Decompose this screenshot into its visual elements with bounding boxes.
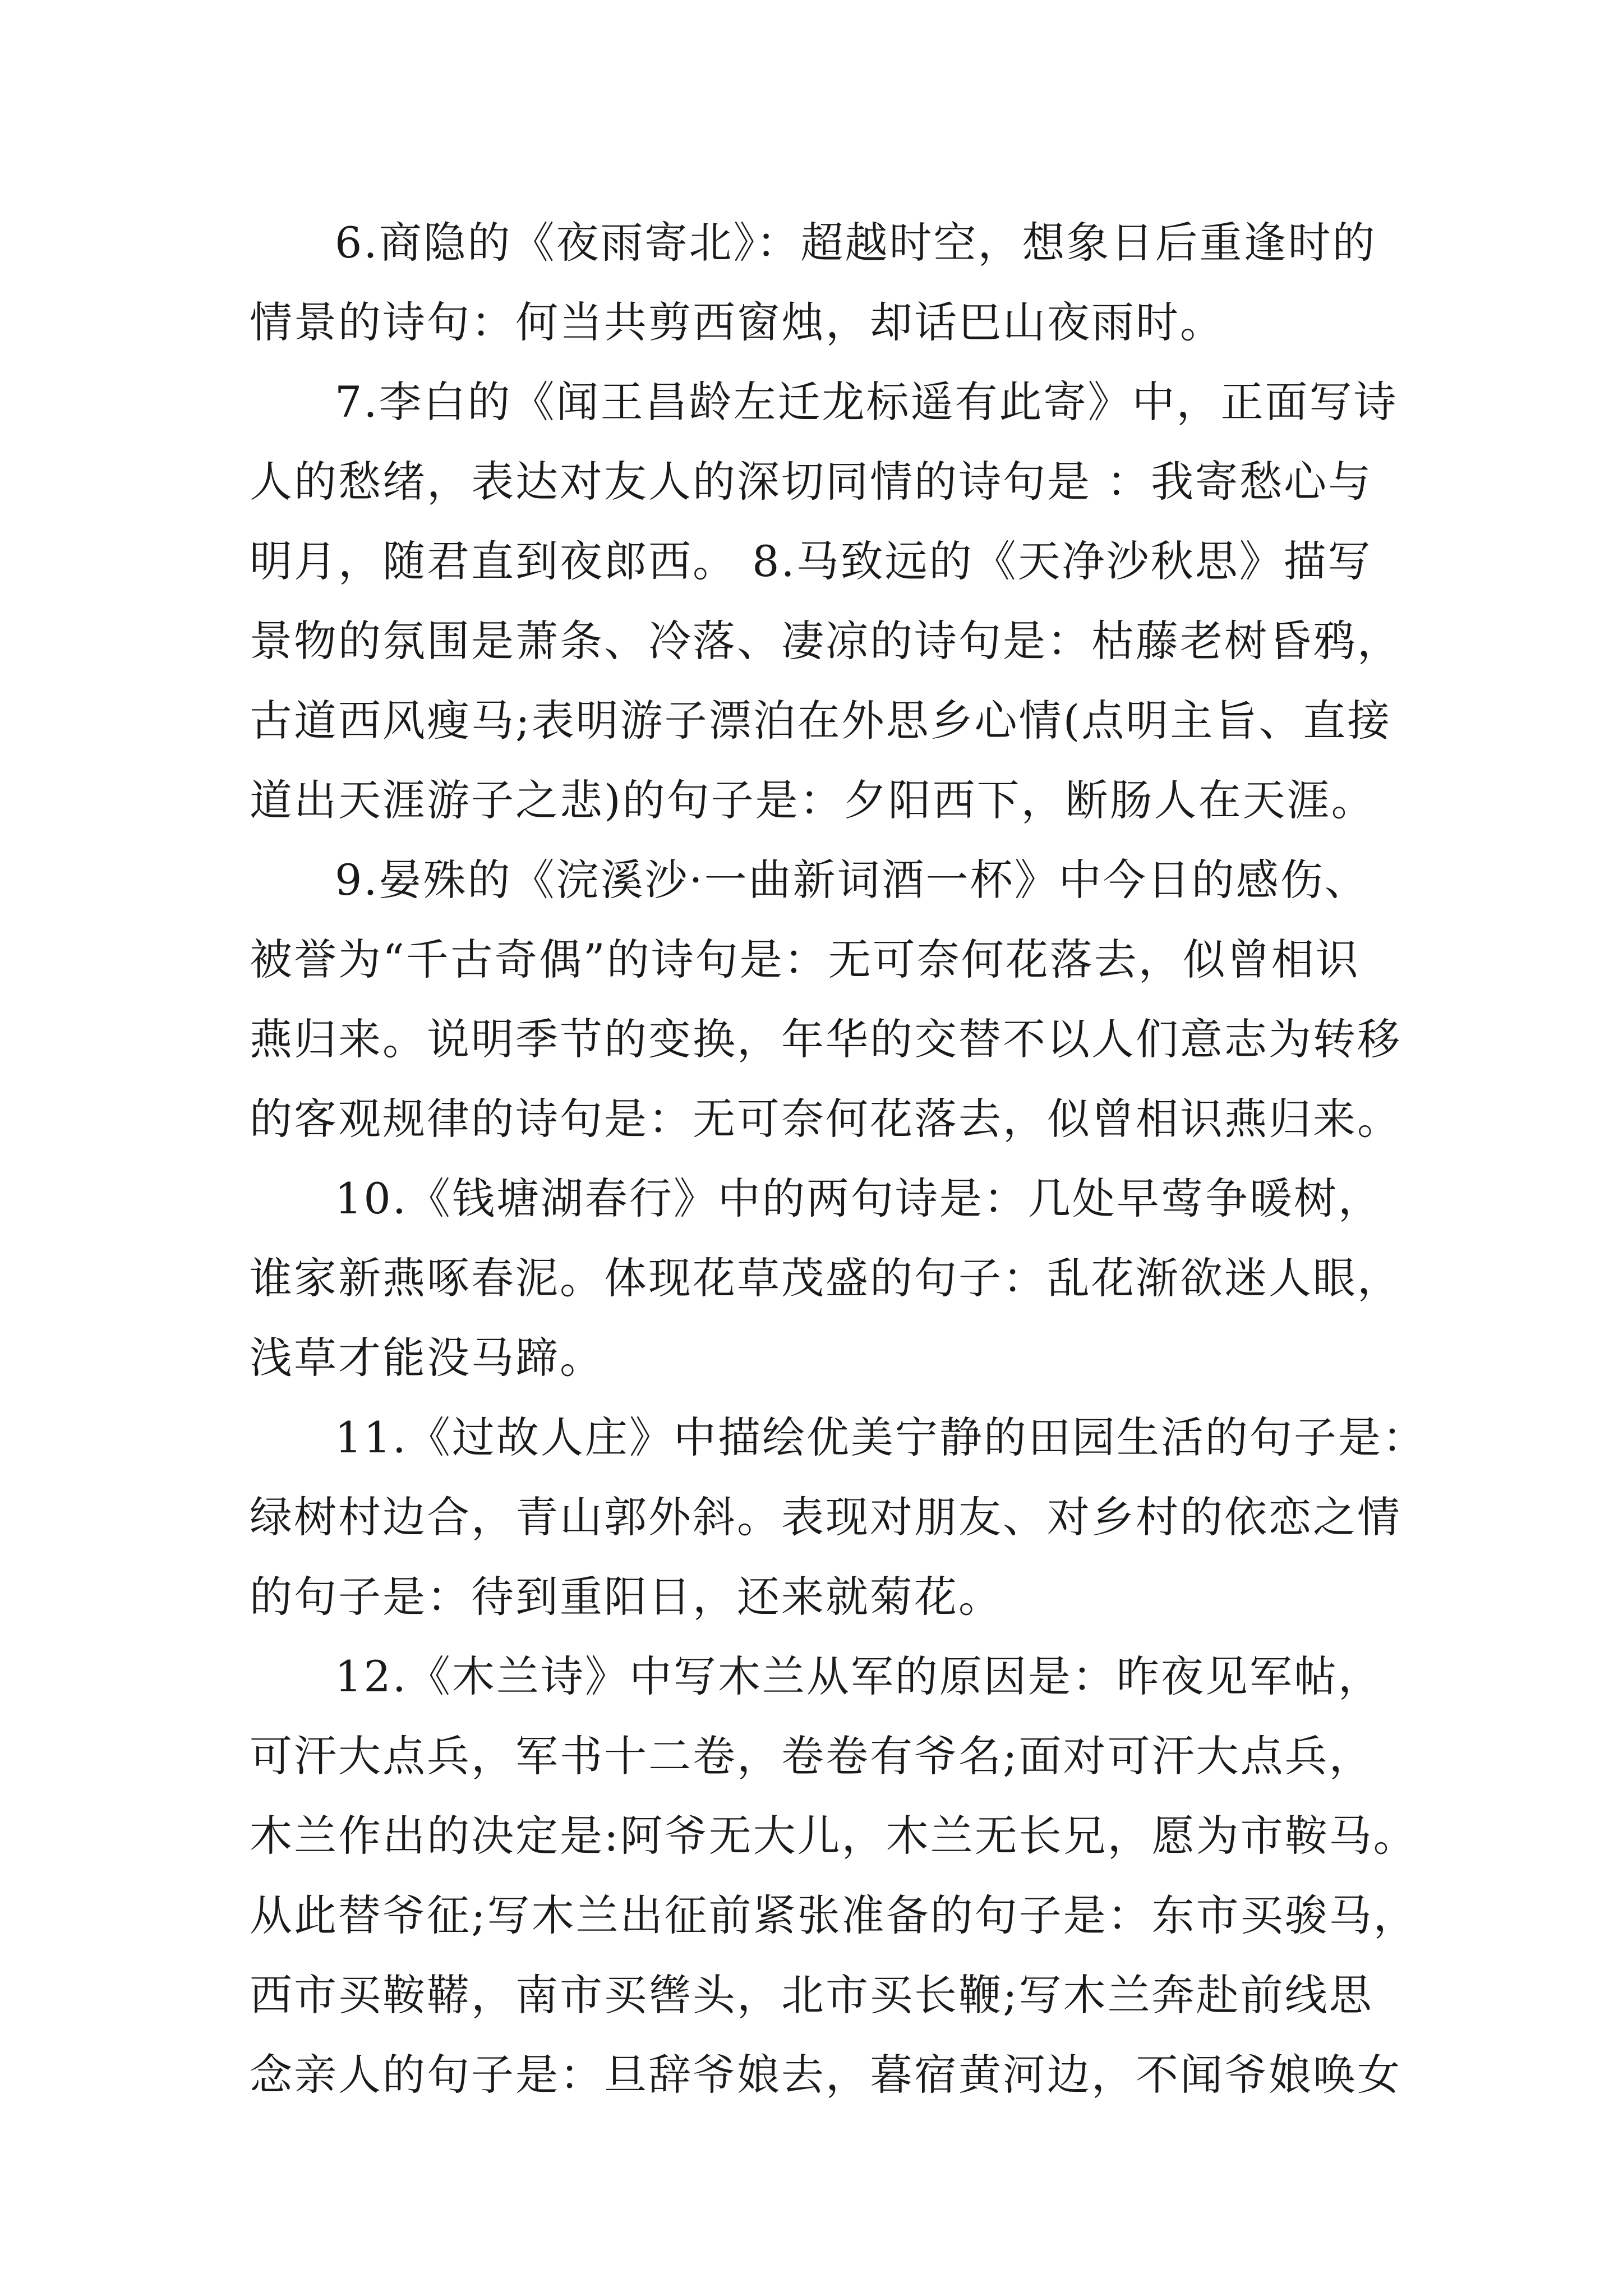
text-line: 可汗大点兵，军书十二卷，卷卷有爷名;面对可汗大点兵， bbox=[250, 1731, 1373, 1781]
text-line: 被誉为“千古奇偶”的诗句是：无可奈何花落去，似曾相识 bbox=[250, 935, 1360, 984]
text-line: 浅草才能没马蹄。 bbox=[250, 1333, 604, 1383]
text-line: 的句子是：待到重阳日，还来就菊花。 bbox=[250, 1572, 1003, 1622]
text-line: 人的愁绪，表达对友人的深切同情的诗句是 ：我寄愁心与 bbox=[250, 457, 1373, 507]
document-body bbox=[250, 203, 1427, 2115]
text-line: 古道西风瘦马;表明游子漂泊在外思乡心情(点明主旨、直接 bbox=[250, 696, 1392, 746]
paragraph-first-line: 6.商隐的《夜雨寄北》：超越时空，想象日后重逢时的 bbox=[335, 218, 1377, 268]
paragraph-first-line: 10.《钱塘湖春行》中的两句诗是：几处早莺争暖树， bbox=[335, 1174, 1382, 1223]
text-line: 念亲人的句子是：旦辞爷娘去，暮宿黄河边，不闻爷娘唤女 bbox=[250, 2050, 1401, 2100]
text-line: 明月，随君直到夜郎西。 8.马致远的《天净沙秋思》描写 bbox=[250, 536, 1372, 586]
paragraph-first-line: 9.晏殊的《浣溪沙·一曲新词酒一杯》中今日的感伤、 bbox=[335, 855, 1369, 905]
text-line: 从此替爷征;写木兰出征前紧张准备的句子是：东市买骏马， bbox=[250, 1890, 1418, 1940]
paragraph-first-line: 11.《过故人庄》中描绘优美宁静的田园生活的句子是： bbox=[335, 1412, 1427, 1462]
text-line: 木兰作出的决定是:阿爷无大儿，木兰无长兄，愿为市鞍马。 bbox=[250, 1811, 1418, 1861]
text-line: 情景的诗句：何当共剪西窗烛，却话巴山夜雨时。 bbox=[250, 297, 1224, 347]
paragraph-first-line: 12.《木兰诗》中写木兰从军的原因是：昨夜见军帖， bbox=[335, 1651, 1382, 1701]
text-line: 的客观规律的诗句是：无可奈何花落去，似曾相识燕归来。 bbox=[250, 1094, 1401, 1144]
text-line: 景物的氛围是萧条、冷落、凄凉的诗句是：枯藤老树昏鸦， bbox=[250, 616, 1401, 666]
text-line: 燕归来。说明季节的变换，年华的交替不以人们意志为转移 bbox=[250, 1014, 1401, 1064]
paragraph-first-line: 7.李白的《闻王昌龄左迁龙标遥有此寄》中，正面写诗 bbox=[335, 377, 1398, 427]
text-line: 西市买鞍鞯，南市买辔头，北市买长鞭;写木兰奔赴前线思 bbox=[250, 1970, 1373, 2020]
text-line: 道出天涯游子之悲)的句子是：夕阳西下，断肠人在天涯。 bbox=[250, 775, 1376, 825]
text-line: 谁家新燕啄春泥。体现花草茂盛的句子：乱花渐欲迷人眼， bbox=[250, 1253, 1401, 1303]
text-line: 绿树村边合，青山郭外斜。表现对朋友、对乡村的依恋之情 bbox=[250, 1492, 1401, 1542]
